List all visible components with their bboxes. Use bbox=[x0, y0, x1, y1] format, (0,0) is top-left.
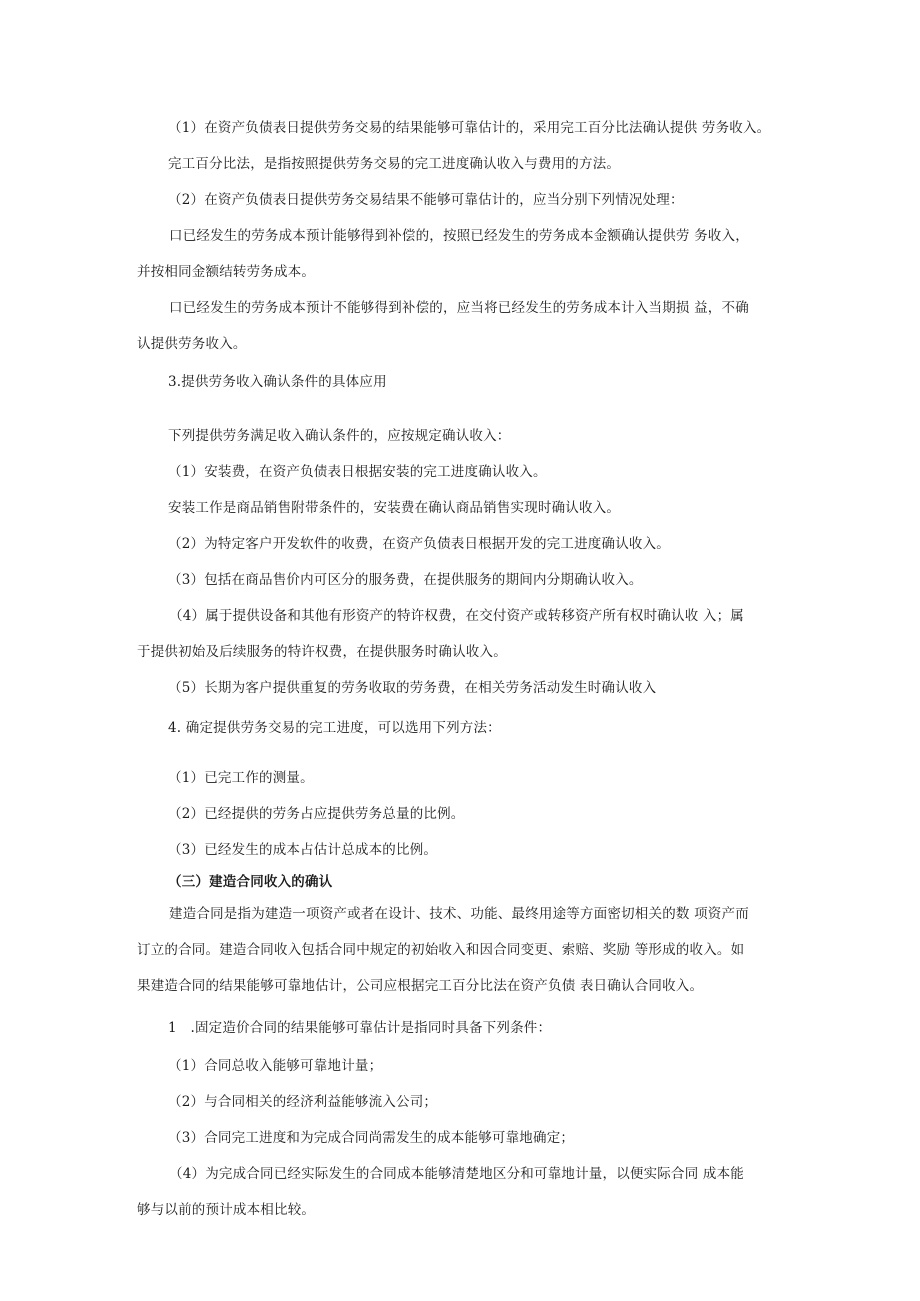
paragraph-17: 1 .固定造价合同的结果能够可靠估计是指同时具备下列条件： bbox=[168, 1020, 552, 1036]
paragraph-6: 下列提供劳务满足收入确认条件的，应按规定确认收入： bbox=[168, 428, 511, 444]
paragraph-10: （3）包括在商品售价内可区分的服务费，在提供服务的期间内分期确认收入。 bbox=[168, 572, 643, 588]
paragraph-5: 口已经发生的劳务成本预计不能够得到补偿的，应当将已经发生的劳务成本计入当期损 益，不确认提供劳务收入。 bbox=[137, 300, 749, 352]
paragraph-21: （4）为完成合同已经实际发生的合同成本能够清楚地区分和可靠地计量，以便实际合同 成本能够与以前的预计成本相比较。 bbox=[137, 1166, 744, 1218]
paragraph-12: （5）长期为客户提供重复的劳务收取的劳务费，在相关劳务活动发生时确认收入 bbox=[168, 680, 657, 696]
paragraph-8: 安装工作是商品销售附带条件的，安装费在确认商品销售实现时确认收入。 bbox=[168, 500, 621, 516]
paragraph-19: （2）与合同相关的经济利益能够流入公司； bbox=[168, 1094, 438, 1110]
paragraph-16: 建造合同是指为建造一项资产或者在设计、技术、功能、最终用途等方面密切相关的数 项资产而订立的合同。建造合同收入包括合同中规定的初始收入和因合同变更、索赔、奖励 等形成的收入。如果建造合同的结果能够可靠地估计，公司应根据完工百分比法在资产负债 表日确认合同收入。 bbox=[137, 906, 749, 994]
section-heading-3: 3.提供劳务收入确认条件的具体应用 bbox=[168, 374, 387, 390]
paragraph-15: （3）已经发生的成本占估计总成本的比例。 bbox=[168, 842, 438, 858]
paragraph-11: （4）属于提供设备和其他有形资产的特许权费，在交付资产或转移资产所有权时确认收 入；属于提供初始及后续服务的特许权费，在提供服务时确认收入。 bbox=[137, 608, 744, 660]
paragraph-20: （3）合同完工进度和为完成合同尚需发生的成本能够可靠地确定； bbox=[168, 1130, 575, 1146]
section-heading-san: （三）建造合同收入的确认 bbox=[168, 874, 333, 890]
paragraph-18: （1）合同总收入能够可靠地计量； bbox=[168, 1058, 383, 1074]
paragraph-3: （2）在资产负债表日提供劳务交易结果不能够可靠估计的，应当分别下列情况处理： bbox=[168, 192, 684, 208]
paragraph-4: 口已经发生的劳务成本预计能够得到补偿的，按照已经发生的劳务成本金额确认提供劳 务收入，并按相同金额结转劳务成本。 bbox=[137, 228, 749, 280]
paragraph-1: （1）在资产负债表日提供劳务交易的结果能够可靠估计的，采用完工百分比法确认提供 劳务收入。 bbox=[168, 120, 771, 136]
paragraph-2: 完工百分比法，是指按照提供劳务交易的完工进度确认收入与费用的方法。 bbox=[168, 156, 621, 172]
paragraph-9: （2）为特定客户开发软件的收费，在资产负债表日根据开发的完工进度确认收入。 bbox=[168, 536, 670, 552]
paragraph-13: （1）已完工作的测量。 bbox=[168, 770, 314, 786]
paragraph-14: （2）已经提供的劳务占应提供劳务总量的比例。 bbox=[168, 806, 465, 822]
section-heading-4: 4. 确定提供劳务交易的完工进度，可以选用下列方法： bbox=[168, 720, 501, 736]
paragraph-7: （1）安装费，在资产负债表日根据安装的完工进度确认收入。 bbox=[168, 464, 547, 480]
